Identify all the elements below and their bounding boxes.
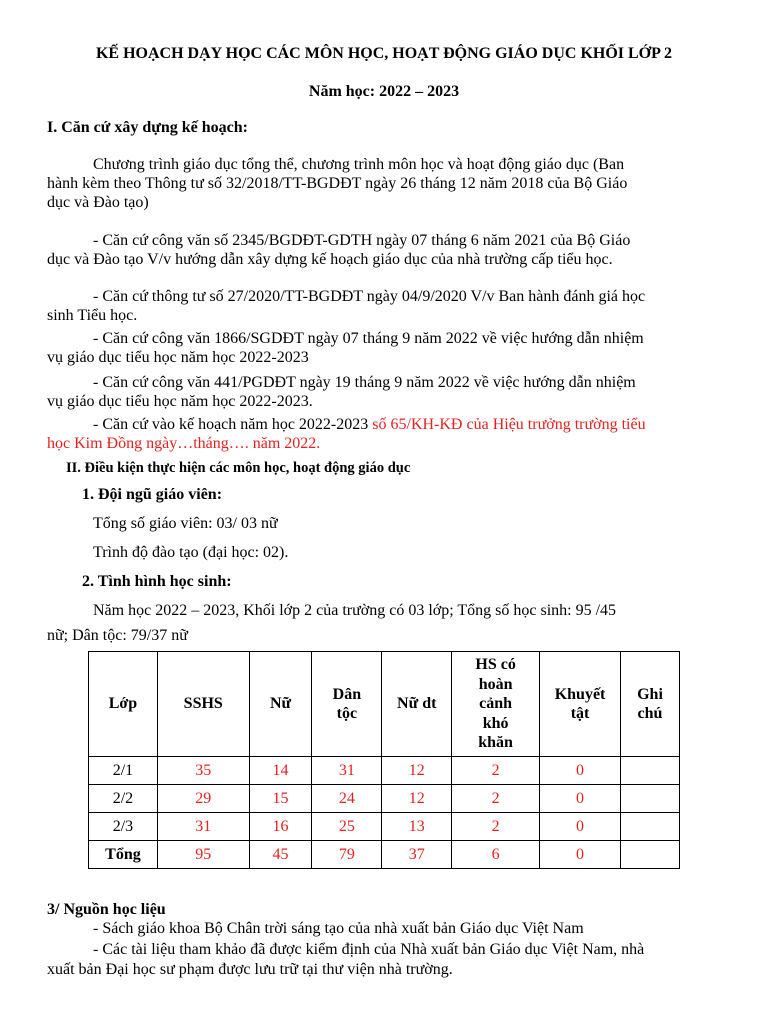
table-row [89,813,680,841]
cell-nu: 45 [249,841,312,869]
cell-ghi-chu [621,785,680,813]
cell-sshs: 31 [157,813,249,841]
table-row [89,785,680,813]
students-heading: 2. Tình hình học sinh: [82,573,232,590]
basis-para6-text: - Căn cứ vào kế hoạch năm học 2022-2023 [93,416,373,433]
table-row [89,757,680,785]
basis-para2-line2: dục và Đào tạo V/v hướng dẫn xây dựng kế hoạch giáo dục của nhà trường cấp tiểu học. [47,251,613,268]
cell-hoan-canh: 2 [452,785,540,813]
cell-ghi-chu [621,813,680,841]
table-header-row [89,652,680,757]
cell-nu: 16 [249,813,312,841]
section2-heading: II. Điều kiện thực hiện các môn học, hoạt động giáo dục [66,460,411,476]
basis-para5-line2: vụ giáo dục tiểu học năm học 2022-2023. [47,393,313,410]
header-sshs: SSHS [157,652,249,757]
header-nu-dt: Nữ dt [382,652,452,757]
cell-nu: 14 [249,757,312,785]
section3-heading: 3/ Nguồn học liệu [47,901,166,918]
students-summary-line1: Năm học 2022 – 2023, Khối lớp 2 của trường có 03 lớp; Tổng số học sinh: 95 /45 [93,602,617,619]
cell-sshs: 29 [157,785,249,813]
cell-hoan-canh: 2 [452,757,540,785]
cell-nu: 15 [249,785,312,813]
cell-sshs: 95 [157,841,249,869]
header-lop: Lớp [89,652,158,757]
header-nu: Nữ [249,652,312,757]
basis-para4-line2: vụ giáo dục tiểu học năm học 2022-2023 [47,349,309,366]
table-total-row [89,841,680,869]
basis-para1-line1: Chương trình giáo dục tổng thể, chương trình môn học và hoạt động giáo dục (Ban [93,156,625,173]
cell-dan-toc: 24 [312,785,382,813]
teachers-total: Tổng số giáo viên: 03/ 03 nữ [93,515,278,532]
cell-nu-dt: 13 [382,813,452,841]
cell-dan-toc: 31 [312,757,382,785]
cell-dan-toc: 25 [312,813,382,841]
students-table [88,651,680,869]
header-dan-toc: Dân tộc [312,652,382,757]
basis-para6-highlight: số 65/KH-KĐ của Hiệu trưởng trường tiểu [372,416,646,433]
cell-lop: 2/3 [89,813,158,841]
cell-sshs: 35 [157,757,249,785]
header-khuyet-tat: Khuyết tật [540,652,621,757]
students-summary-line2: nữ; Dân tộc: 79/37 nữ [47,627,188,644]
basis-para6-line2: học Kim Đồng ngày…tháng…. năm 2022. [47,435,321,452]
document-title: KẾ HOẠCH DẠY HỌC CÁC MÔN HỌC, HOẠT ĐỘNG GIÁO DỤC KHỐI LỚP 2 [95,45,673,62]
cell-dan-toc: 79 [312,841,382,869]
cell-ghi-chu [621,841,680,869]
resource-item2-line2: xuất bản Đại học sư phạm được lưu trữ tại thư viện nhà trường. [47,961,453,978]
cell-lop: 2/1 [89,757,158,785]
cell-nu-dt: 37 [382,841,452,869]
cell-nu-dt: 12 [382,785,452,813]
school-year: Năm học: 2022 – 2023 [308,83,460,100]
basis-para3-line2: sinh Tiểu học. [47,307,138,324]
resource-item2-line1: - Các tài liệu tham khảo đã được kiểm định của Nhà xuất bản Giáo dục Việt Nam, nhà [93,941,645,958]
basis-para1-line2: hành kèm theo Thông tư số 32/2018/TT-BGDĐT ngày 26 tháng 12 năm 2018 của Bộ Giáo [47,175,628,192]
cell-khuyet-tat: 0 [540,813,621,841]
basis-para1-line3: dục và Đào tạo) [47,194,149,211]
cell-hoan-canh: 6 [452,841,540,869]
basis-para3-line1: - Căn cứ thông tư số 27/2020/TT-BGDĐT ngày 04/9/2020 V/v Ban hành đánh giá học [93,288,646,305]
cell-hoan-canh: 2 [452,813,540,841]
cell-khuyet-tat: 0 [540,757,621,785]
cell-lop: Tổng [89,841,158,869]
cell-nu-dt: 12 [382,757,452,785]
resource-item1: - Sách giáo khoa Bộ Chân trời sáng tạo của nhà xuất bản Giáo dục Việt Nam [93,920,584,937]
teachers-level: Trình độ đào tạo (đại học: 02). [93,544,289,561]
header-hoan-canh: HS có hoàn cảnh khó khăn [452,652,540,757]
basis-para6-line1 [93,415,646,435]
teachers-heading: 1. Đội ngũ giáo viên: [82,486,223,503]
section1-heading: I. Căn cứ xây dựng kế hoạch: [47,119,249,136]
cell-khuyet-tat: 0 [540,841,621,869]
basis-para2-line1: - Căn cứ công văn số 2345/BGDĐT-GDTH ngày 07 tháng 6 năm 2021 của Bộ Giáo [93,232,631,249]
cell-lop: 2/2 [89,785,158,813]
basis-para4-line1: - Căn cứ công văn 1866/SGDĐT ngày 07 tháng 9 năm 2022 về việc hướng dẫn nhiệm [93,330,644,347]
cell-khuyet-tat: 0 [540,785,621,813]
header-ghi-chu: Ghi chú [621,652,680,757]
basis-para5-line1: - Căn cứ công văn 441/PGDĐT ngày 19 tháng 9 năm 2022 về việc hướng dẫn nhiệm [93,374,636,391]
cell-ghi-chu [621,757,680,785]
